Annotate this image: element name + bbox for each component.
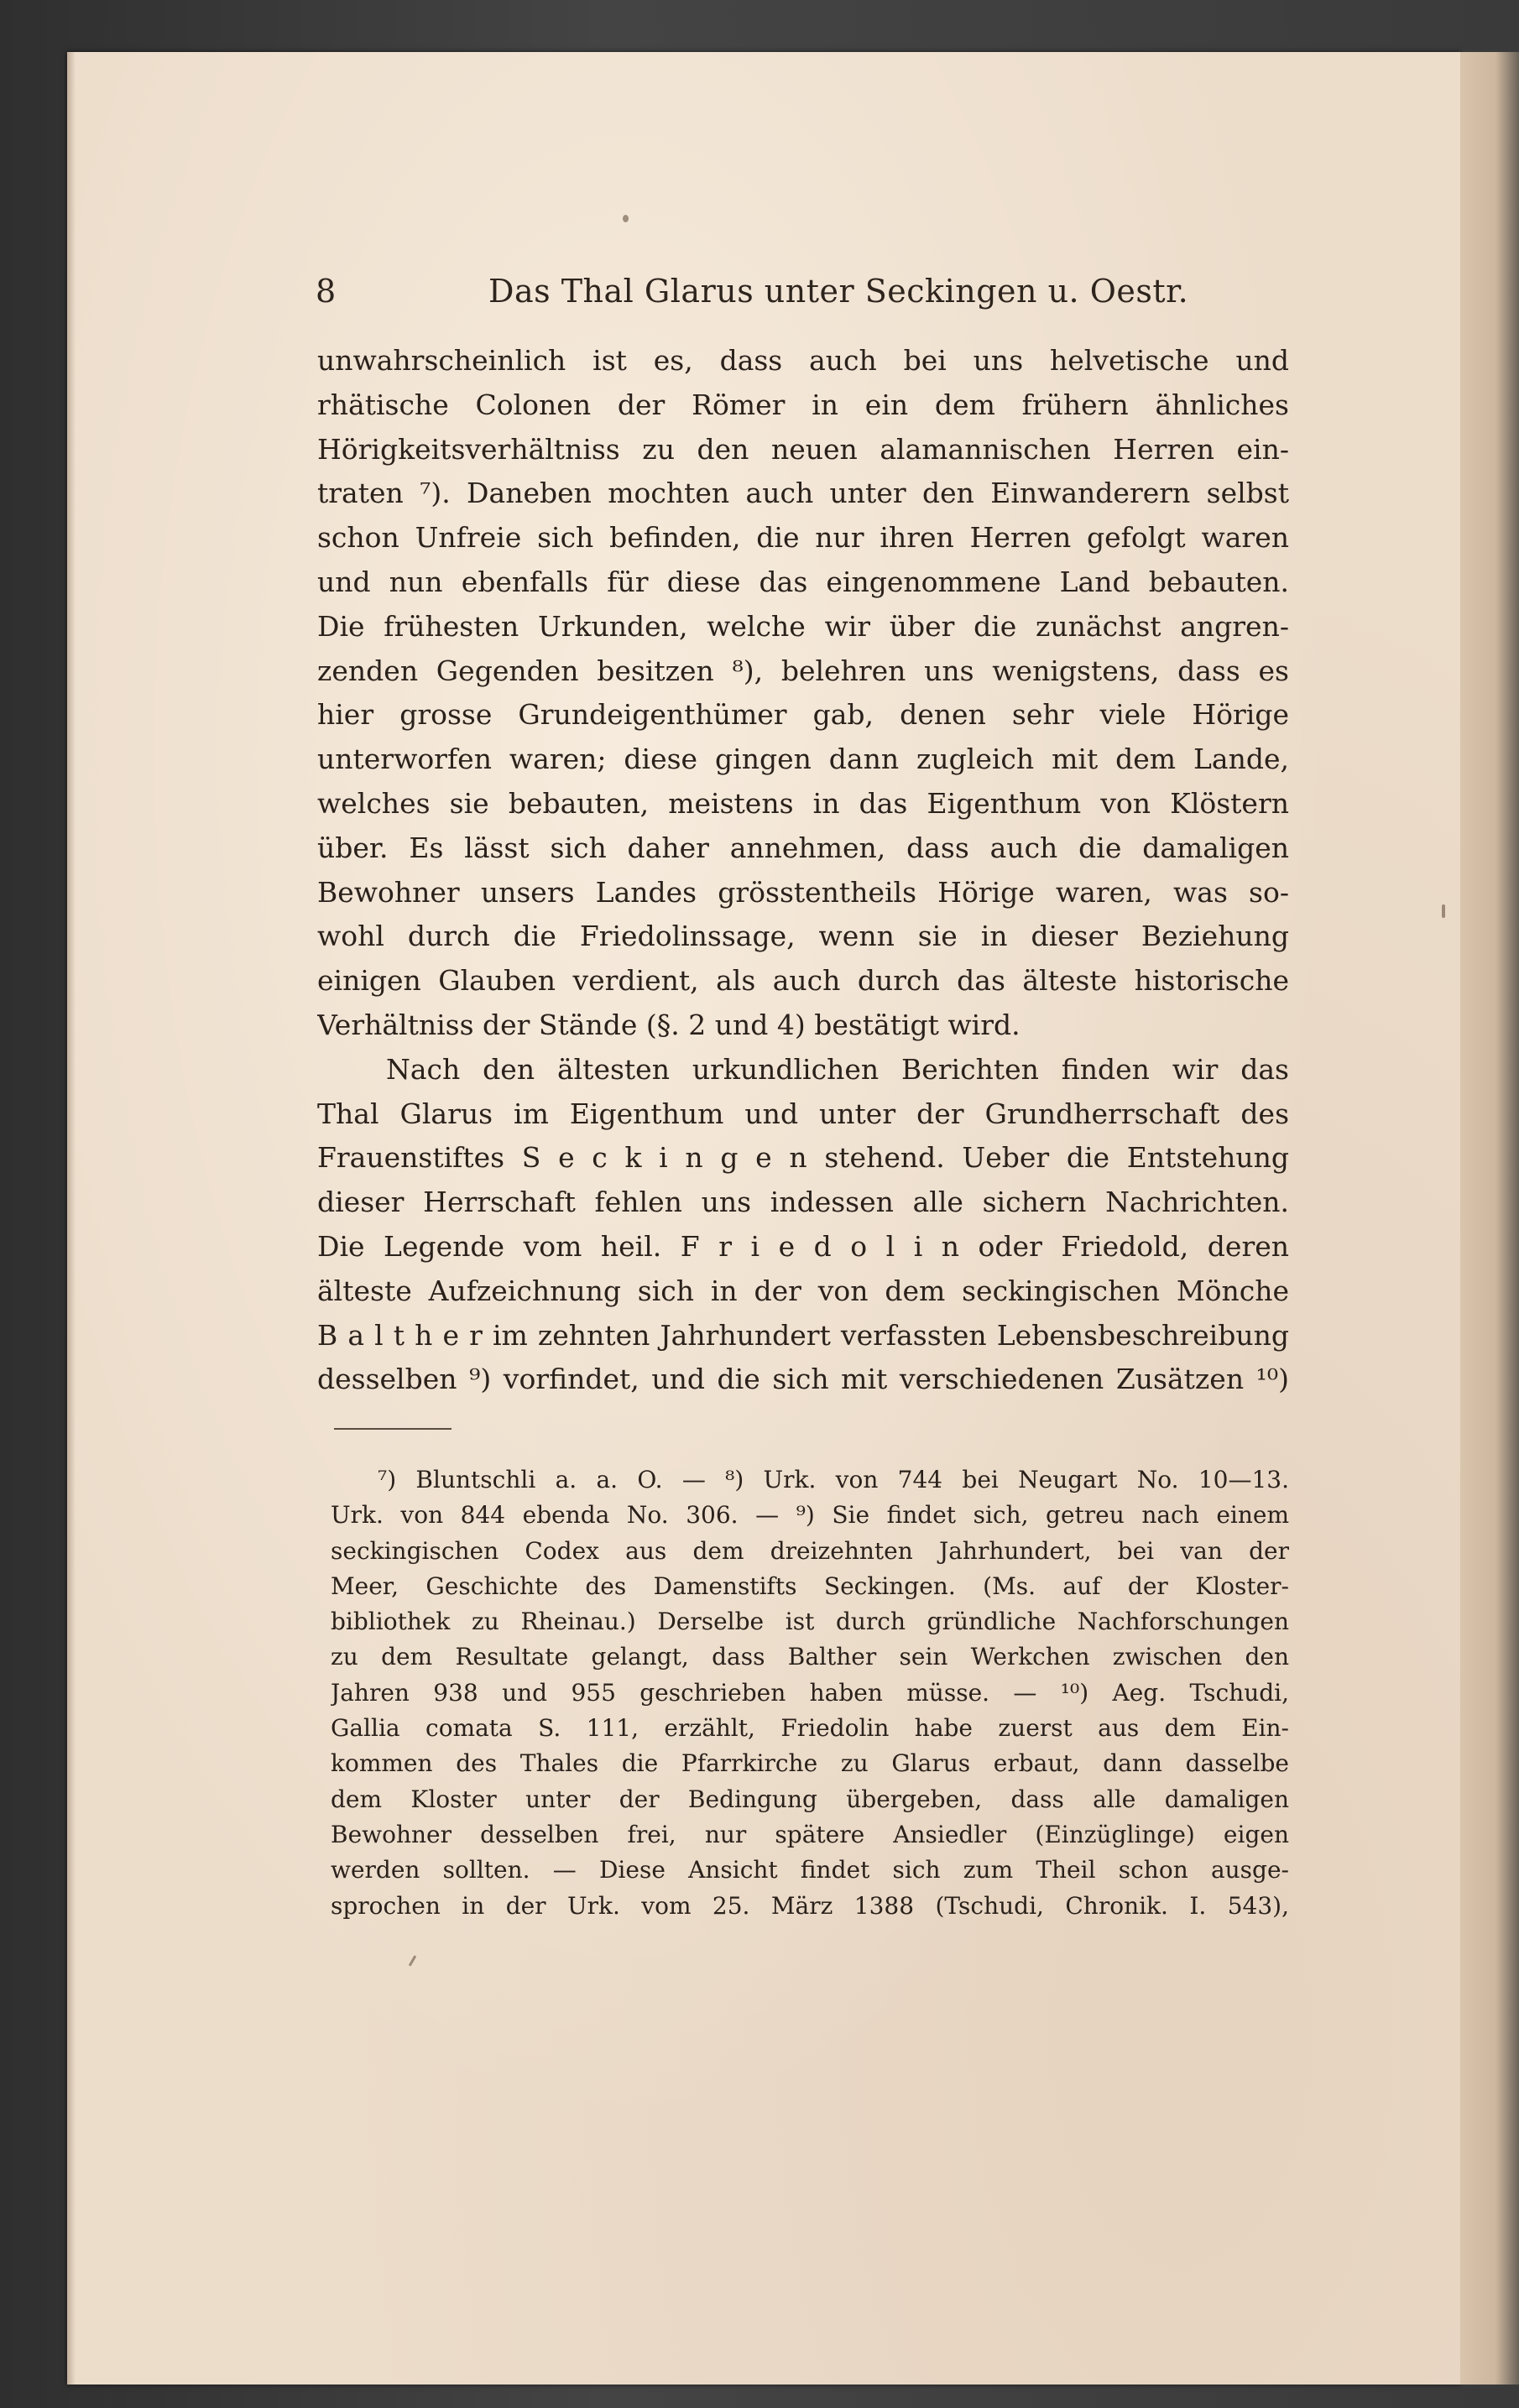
footnote-line: ⁷) Bluntschli a. a. O. — ⁸) Urk. von 744 bei Neugart No. 10—13. [378,1466,1289,1493]
footnote-line: dem Kloster unter der Bedingung übergeben, dass alle damaligen [331,1785,1289,1813]
body-line: traten ⁷). Daneben mochten auch unter den Einwanderern selbst [317,477,1289,510]
body-line: B a l t h e r im zehnten Jahrhundert verfassten Lebensbeschreibung [317,1318,1289,1352]
body-line: wohl durch die Friedolinssage, wenn sie in dieser Beziehung [317,920,1289,953]
page-number: 8 [316,273,337,310]
body-line: Frauenstiftes S e c k i n g e n stehend. Ueber die Entstehung [317,1141,1289,1175]
body-line: Hörigkeitsverhältniss zu den neuen alamannischen Herren ein- [317,432,1289,466]
ink-speck [1442,904,1445,918]
footnote-line: Gallia comata S. 111, erzählt, Friedolin habe zuerst aus dem Ein- [331,1714,1289,1743]
ink-speck [623,215,629,222]
body-line: dieser Herrschaft fehlen uns indessen alle sichern Nachrichten. [317,1186,1289,1219]
body-line: über. Es lässt sich daher annehmen, dass auch die damaligen [317,831,1289,864]
body-line: Verhältniss der Stände (§. 2 und 4) bestätigt wird. [317,1008,1020,1041]
body-line: Die Legende vom heil. F r i e d o l i n oder Friedold, deren [317,1229,1289,1263]
running-head [316,273,1289,323]
footnote-line: sprochen in der Urk. vom 25. März 1388 (Tschudi, Chronik. I. 543), [331,1891,1289,1920]
page-gutter-shadow [67,52,76,2385]
body-line: und nun ebenfalls für diese das eingenommene Land bebauten. [317,565,1289,598]
footnote-line: Jahren 938 und 955 geschrieben haben müsse. — ¹⁰) Aeg. Tschudi, [331,1678,1289,1707]
footnote-line: Urk. von 844 ebenda No. 306. — ⁹) Sie findet sich, getreu nach einem [331,1501,1289,1530]
footnote-line: seckingischen Codex aus dem dreizehnten Jahrhundert, bei van der [331,1536,1289,1565]
footnote-line: werden sollten. — Diese Ansicht findet sich zum Theil schon ausge- [331,1856,1289,1884]
body-line: rhätische Colonen der Römer in ein dem frühern ähnliches [317,388,1289,421]
footnote-line: Meer, Geschichte des Damenstifts Seckingen. (Ms. auf der Kloster- [331,1571,1289,1600]
footnote-line: bibliothek zu Rheinau.) Derselbe ist durch gründliche Nachforschungen [331,1608,1289,1636]
next-page-edge [1460,52,1519,2385]
body-line: älteste Aufzeichnung sich in der von dem seckingischen Mönche [317,1274,1289,1307]
body-line: welches sie bebauten, meistens in das Eigenthum von Klöstern [317,786,1289,820]
footnotes [331,1462,1289,1924]
body-text [317,339,1289,1402]
body-line: Nach den ältesten urkundlichen Berichten finden wir das [386,1052,1289,1086]
footnote-line: zu dem Resultate gelangt, dass Balther sein Werkchen zwischen den [331,1643,1289,1671]
footnote-separator [334,1428,452,1430]
running-head-title: Das Thal Glarus unter Seckingen u. Oestr. [488,273,1189,310]
body-line: Thal Glarus im Eigenthum und unter der Grundherrschaft des [317,1097,1289,1130]
body-line: schon Unfreie sich befinden, die nur ihren Herren gefolgt waren [317,521,1289,555]
body-line: Die frühesten Urkunden, welche wir über die zunächst angren- [317,609,1289,643]
footnote-line: kommen des Thales die Pfarrkirche zu Glarus erbaut, dann dasselbe [331,1749,1289,1778]
body-line: einigen Glauben verdient, als auch durch das älteste historische [317,964,1289,998]
body-line: hier grosse Grundeigenthümer gab, denen sehr viele Hörige [317,698,1289,732]
body-line: unwahrscheinlich ist es, dass auch bei uns helvetische und [317,344,1289,377]
body-line: desselben ⁹) vorfindet, und die sich mit verschiedenen Zusätzen ¹⁰) [317,1363,1289,1396]
body-line: zenden Gegenden besitzen ⁸), belehren uns wenigstens, dass es [317,654,1289,687]
body-line: unterworfen waren; diese gingen dann zugleich mit dem Lande, [317,743,1289,776]
body-line: Bewohner unsers Landes grösstentheils Hörige waren, was so- [317,875,1289,909]
footnote-line: Bewohner desselben frei, nur spätere Ansiedler (Einzüglinge) eigen [331,1820,1289,1848]
